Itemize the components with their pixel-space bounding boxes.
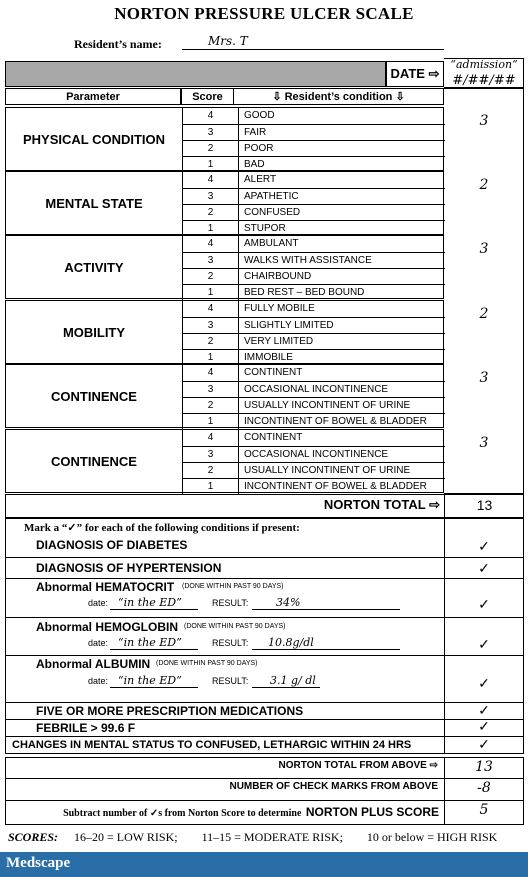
hematocrit-date-line — [110, 609, 198, 610]
condition-score: 3 — [182, 189, 239, 204]
summary-plus-value: 5 — [479, 802, 489, 818]
condition-row — [182, 220, 445, 236]
condition-row — [182, 140, 445, 156]
hemoglobin-note: (DONE WITHIN PAST 90 DAYS) — [184, 623, 286, 630]
condition-row — [182, 365, 445, 381]
parameter-name: ACTIVITY — [64, 259, 124, 275]
condition-label: AMBULANT — [244, 238, 299, 249]
condition-label: IMMOBILE — [244, 352, 293, 363]
condition-label: CHAIRBOUND — [244, 271, 312, 282]
divider — [5, 557, 524, 558]
albumin-date-line — [110, 687, 198, 688]
condition-score: 2 — [182, 463, 239, 478]
diabetes-label: DIAGNOSIS OF DIABETES — [36, 538, 188, 552]
condition-row — [182, 349, 445, 365]
hematocrit-result-label: RESULT: — [212, 598, 249, 608]
admission-date: #/##/## — [452, 73, 516, 88]
hemoglobin-date: “in the ED” — [118, 636, 182, 649]
albumin-result-line — [252, 687, 320, 688]
hematocrit-date: “in the ED” — [118, 596, 182, 609]
divider — [5, 578, 524, 579]
condition-row — [182, 284, 445, 300]
divider — [5, 800, 524, 801]
condition-label: WALKS WITH ASSISTANCE — [244, 255, 372, 266]
summary-checks-label: NUMBER OF CHECK MARKS FROM ABOVE — [229, 781, 438, 792]
parameter-group — [5, 429, 444, 493]
medscape-logo: Medscape — [6, 855, 71, 871]
header-bar — [5, 61, 386, 87]
condition-label: INCONTINENT OF BOWEL & BLADDER — [244, 416, 427, 427]
albumin-date-label: date: — [88, 676, 109, 686]
parameter-score-value: 3 — [479, 435, 489, 451]
condition-label: VERY LIMITED — [244, 336, 314, 347]
condition-label: CONFUSED — [244, 207, 301, 218]
febrile-check: ✓ — [478, 718, 490, 734]
parameter-score-value: 3 — [479, 241, 489, 257]
condition-label: BAD — [244, 159, 265, 170]
albumin-result: 3.1 g/ dl — [270, 674, 316, 687]
condition-score: 3 — [182, 125, 239, 140]
summary-total-value: 13 — [475, 759, 493, 775]
admission-score-column — [444, 88, 524, 494]
admission-header-cell — [444, 58, 524, 88]
parameter-score-value: 2 — [479, 177, 489, 193]
condition-row — [182, 108, 445, 124]
albumin-label: Abnormal ALBUMIN — [36, 657, 151, 671]
condition-label: FAIR — [244, 127, 267, 138]
condition-score: 4 — [182, 430, 239, 446]
hematocrit-label: Abnormal HEMATOCRIT — [36, 580, 175, 594]
parameter-group — [5, 364, 444, 428]
condition-score: 4 — [182, 301, 239, 317]
parameter-name: MENTAL STATE — [45, 195, 143, 211]
conditions-intro: Mark a “✓” for each of the following conditions if present: — [24, 522, 300, 534]
hemoglobin-date-label: date: — [88, 638, 109, 648]
hematocrit-check: ✓ — [478, 596, 490, 612]
parameter-group — [5, 171, 444, 235]
summary-plus-label: NORTON PLUS SCORE — [305, 805, 439, 819]
parameter-group — [5, 235, 444, 299]
resident-name-label: Resident’s name: — [74, 37, 162, 51]
condition-score: 4 — [182, 236, 239, 252]
condition-row — [182, 124, 445, 140]
condition-row — [182, 252, 445, 268]
hemoglobin-result: 10.8g/dl — [268, 636, 314, 649]
hematocrit-note: (DONE WITHIN PAST 90 DAYS) — [182, 583, 284, 590]
hematocrit-result-line — [252, 609, 400, 610]
condition-label: FULLY MOBILE — [244, 303, 315, 314]
condition-label: APATHETIC — [244, 191, 299, 202]
condition-score: 3 — [182, 318, 239, 333]
condition-label: INCONTINENT OF BOWEL & BLADDER — [244, 481, 427, 492]
column-header-score: Score — [181, 88, 234, 105]
parameter-group — [5, 300, 444, 364]
footer-bar — [0, 852, 528, 877]
summary-plus-row — [5, 803, 439, 821]
scores-moderate: 11–15 = MODERATE RISK; — [201, 830, 343, 844]
column-header-condition: ⇩ Resident’s condition ⇩ — [233, 88, 444, 105]
parameter-score-value: 3 — [479, 370, 489, 386]
condition-score: 2 — [182, 205, 239, 220]
hemoglobin-date-line — [110, 649, 198, 650]
condition-row — [182, 478, 445, 494]
hemoglobin-result-line — [252, 649, 400, 650]
parameter-group — [5, 107, 444, 171]
parameter-name: CONTINENCE — [51, 388, 137, 404]
condition-row — [182, 413, 445, 429]
condition-row — [182, 236, 445, 252]
parameter-name: PHYSICAL CONDITION — [22, 131, 166, 147]
hemoglobin-label: Abnormal HEMOGLOBIN — [36, 620, 179, 634]
mental-change-label: CHANGES IN MENTAL STATUS TO CONFUSED, LETHARGIC WITHIN 24 HRS — [12, 739, 412, 751]
condition-row — [182, 317, 445, 333]
condition-score: 1 — [182, 479, 239, 494]
parameter-name: MOBILITY — [62, 324, 126, 340]
hematocrit-result: 34% — [276, 596, 301, 609]
condition-score: 3 — [182, 253, 239, 268]
condition-score: 2 — [182, 398, 239, 413]
albumin-date: “in the ED” — [118, 674, 182, 687]
condition-row — [182, 381, 445, 397]
summary-total-label: NORTON TOTAL FROM ABOVE ⇨ — [278, 760, 438, 771]
condition-row — [182, 188, 445, 204]
condition-score: 1 — [182, 285, 239, 300]
parameter-name: CONTINENCE — [51, 453, 137, 469]
resident-name-line — [182, 49, 444, 50]
condition-label: SLIGHTLY LIMITED — [244, 320, 334, 331]
divider — [5, 778, 524, 779]
condition-score: 2 — [182, 269, 239, 284]
mental-change-check: ✓ — [478, 736, 490, 752]
condition-row — [182, 333, 445, 349]
medications-label: FIVE OR MORE PRESCRIPTION MEDICATIONS — [36, 704, 304, 718]
hematocrit-date-label: date: — [88, 598, 109, 608]
summary-checks-value: -8 — [477, 780, 491, 796]
scores-low: 16–20 = LOW RISK; — [74, 830, 178, 844]
condition-score: 2 — [182, 334, 239, 349]
condition-row — [182, 268, 445, 284]
albumin-note: (DONE WITHIN PAST 90 DAYS) — [156, 660, 258, 667]
condition-score: 4 — [182, 365, 239, 381]
condition-label: USUALLY INCONTINENT OF URINE — [244, 400, 411, 411]
condition-score: 3 — [182, 447, 239, 462]
hypertension-check: ✓ — [478, 560, 490, 576]
condition-score: 4 — [182, 108, 239, 124]
condition-score: 1 — [182, 221, 239, 236]
condition-label: CONTINENT — [244, 367, 303, 378]
albumin-result-label: RESULT: — [212, 676, 249, 686]
condition-score: 3 — [182, 382, 239, 397]
condition-row — [182, 204, 445, 220]
parameter-score-value: 3 — [479, 113, 489, 129]
parameter-score-value: 2 — [479, 306, 489, 322]
condition-label: STUPOR — [244, 223, 286, 234]
condition-score: 1 — [182, 157, 239, 172]
summary-plus-prefix: Subtract number of ✓s from Norton Score to determine — [63, 808, 302, 819]
scores-high: 10 or below = HIGH RISK — [366, 830, 498, 844]
diabetes-check: ✓ — [478, 538, 490, 554]
medications-check: ✓ — [478, 702, 490, 718]
condition-label: CONTINENT — [244, 432, 303, 443]
admission-label: “admission” — [450, 58, 518, 71]
condition-score: 2 — [182, 141, 239, 156]
condition-score: 1 — [182, 414, 239, 429]
date-label: DATE ⇨ — [386, 61, 444, 87]
condition-label: BED REST – BED BOUND — [244, 287, 365, 298]
condition-row — [182, 397, 445, 413]
condition-row — [182, 172, 445, 188]
norton-total-label: NORTON TOTAL ⇨ — [323, 497, 440, 512]
scores-label: SCORES: — [8, 830, 59, 844]
albumin-check: ✓ — [478, 675, 490, 691]
norton-total-value: 13 — [444, 494, 524, 518]
condition-score: 4 — [182, 172, 239, 188]
condition-label: OCCASIONAL INCONTINENCE — [244, 384, 389, 395]
condition-score: 1 — [182, 350, 239, 365]
condition-row — [182, 462, 445, 478]
resident-name-value: Mrs. T — [208, 34, 248, 48]
scores-legend — [8, 830, 497, 845]
divider — [5, 655, 524, 656]
condition-row — [182, 156, 445, 172]
condition-row — [182, 301, 445, 317]
condition-label: POOR — [244, 143, 274, 154]
hypertension-label: DIAGNOSIS OF HYPERTENSION — [36, 561, 222, 575]
hemoglobin-result-label: RESULT: — [212, 638, 249, 648]
condition-label: USUALLY INCONTINENT OF URINE — [244, 465, 411, 476]
page-title: NORTON PRESSURE ULCER SCALE — [114, 4, 414, 23]
condition-label: GOOD — [244, 110, 275, 121]
condition-label: OCCASIONAL INCONTINENCE — [244, 449, 389, 460]
divider — [5, 617, 524, 618]
column-header-parameter: Parameter — [5, 88, 181, 105]
condition-label: ALERT — [244, 174, 277, 185]
hemoglobin-check: ✓ — [478, 636, 490, 652]
condition-row — [182, 446, 445, 462]
condition-row — [182, 430, 445, 446]
febrile-label: FEBRILE > 99.6 F — [36, 721, 136, 735]
